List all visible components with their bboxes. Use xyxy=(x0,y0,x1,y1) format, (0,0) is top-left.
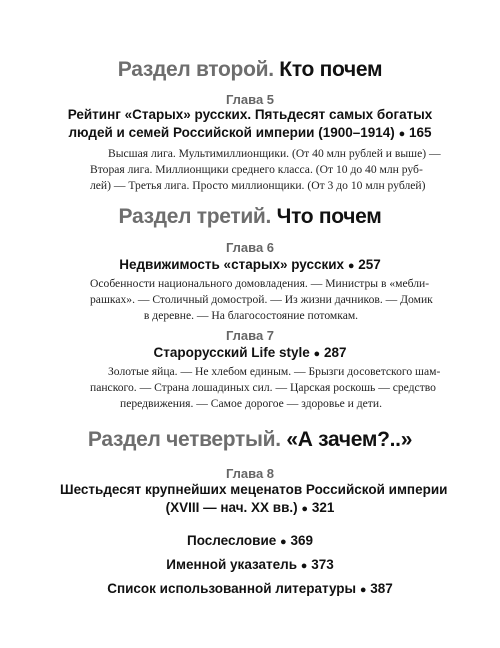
page-number: 321 xyxy=(311,500,335,515)
chapter-title-7[interactable] xyxy=(60,344,440,363)
afterword-entry[interactable] xyxy=(60,532,440,551)
entry-title: Список использованной литературы xyxy=(107,581,357,596)
section-prefix: Раздел четвертый. xyxy=(87,428,281,451)
section-heading-4 xyxy=(0,428,500,452)
chapter-label-7: Глава 7 xyxy=(225,328,275,343)
chapter-title-line: Недвижимость «старых» русских ● 257 xyxy=(119,257,381,272)
chapter-label-8: Глава 8 xyxy=(225,466,275,481)
chapter-title-line: Рейтинг «Старых» русских. Пятьдесят самых богатых xyxy=(67,107,433,122)
section-prefix: Раздел второй. xyxy=(117,58,274,81)
description-line: лей) — Третья лига. Просто миллионщики. (От 3 до 10 млн рублей) xyxy=(90,179,426,192)
chapter-title-line: Шестьдесят крупнейших меценатов Российской империи xyxy=(60,482,448,497)
section-title: «А зачем?..» xyxy=(286,428,413,451)
chapter-title-8[interactable] xyxy=(60,481,448,518)
description-line: передвижения. — Самое дорогое — здоровье и дети. xyxy=(120,397,382,410)
bibliography-entry[interactable] xyxy=(60,580,440,599)
entry-title: Именной указатель xyxy=(166,557,298,572)
chapter-label-5: Глава 5 xyxy=(225,92,275,107)
chapter-title-6[interactable] xyxy=(60,256,440,275)
chapter-label-6: Глава 6 xyxy=(225,240,275,255)
page-number: 369 xyxy=(290,533,313,548)
section-prefix: Раздел третий. xyxy=(118,205,272,228)
description-line: Высшая лига. Мультимиллионщики. (От 40 млн рублей и выше) — xyxy=(108,147,441,160)
bullet-icon: ● xyxy=(301,503,309,515)
page-number: 287 xyxy=(323,345,347,360)
entry-title: Послесловие xyxy=(187,533,277,548)
description-line: Особенности национального домовладения. — Министры в «мебли- xyxy=(90,277,430,290)
bullet-icon: ● xyxy=(300,560,308,572)
chapter-description-5 xyxy=(90,146,441,194)
description-line: панского. — Страна лошадиных сил. — Царская роскошь — средство xyxy=(90,381,436,394)
description-line: Золотые яйца. — Не хлебом единым. — Брызги досоветского шам- xyxy=(108,365,441,378)
chapter-title-line: (XVIII — нач. XX вв.) ● 321 xyxy=(165,500,335,515)
chapter-title-line: людей и семей Российской империи (1900–1914) ● 165 xyxy=(68,125,432,140)
description-line: рашках». — Столичный домострой. — Из жизни дачников. — Домик xyxy=(90,293,433,306)
chapter-title-line: Старорусский Life style ● 287 xyxy=(153,345,347,360)
bullet-icon: ● xyxy=(313,348,321,360)
section-title: Кто почем xyxy=(279,58,383,81)
page-number: 165 xyxy=(408,125,432,140)
bullet-icon: ● xyxy=(280,536,287,548)
section-title: Что почем xyxy=(276,205,382,228)
bullet-icon: ● xyxy=(398,128,406,140)
section-heading-3 xyxy=(0,205,500,229)
chapter-description-7 xyxy=(90,364,441,412)
bullet-icon: ● xyxy=(347,260,355,272)
description-line: в деревне. — На благосостояние потомкам. xyxy=(143,309,359,322)
page-number: 387 xyxy=(370,581,393,596)
bullet-icon: ● xyxy=(359,584,367,596)
section-heading-2 xyxy=(0,58,500,82)
description-line: Вторая лига. Миллионщики среднего класса. (От 10 до 40 млн руб- xyxy=(90,163,423,176)
chapter-description-6 xyxy=(90,276,433,324)
page-number: 373 xyxy=(311,557,334,572)
chapter-title-5[interactable] xyxy=(60,106,440,143)
page-number: 257 xyxy=(358,257,381,272)
name-index-entry[interactable] xyxy=(60,556,440,575)
